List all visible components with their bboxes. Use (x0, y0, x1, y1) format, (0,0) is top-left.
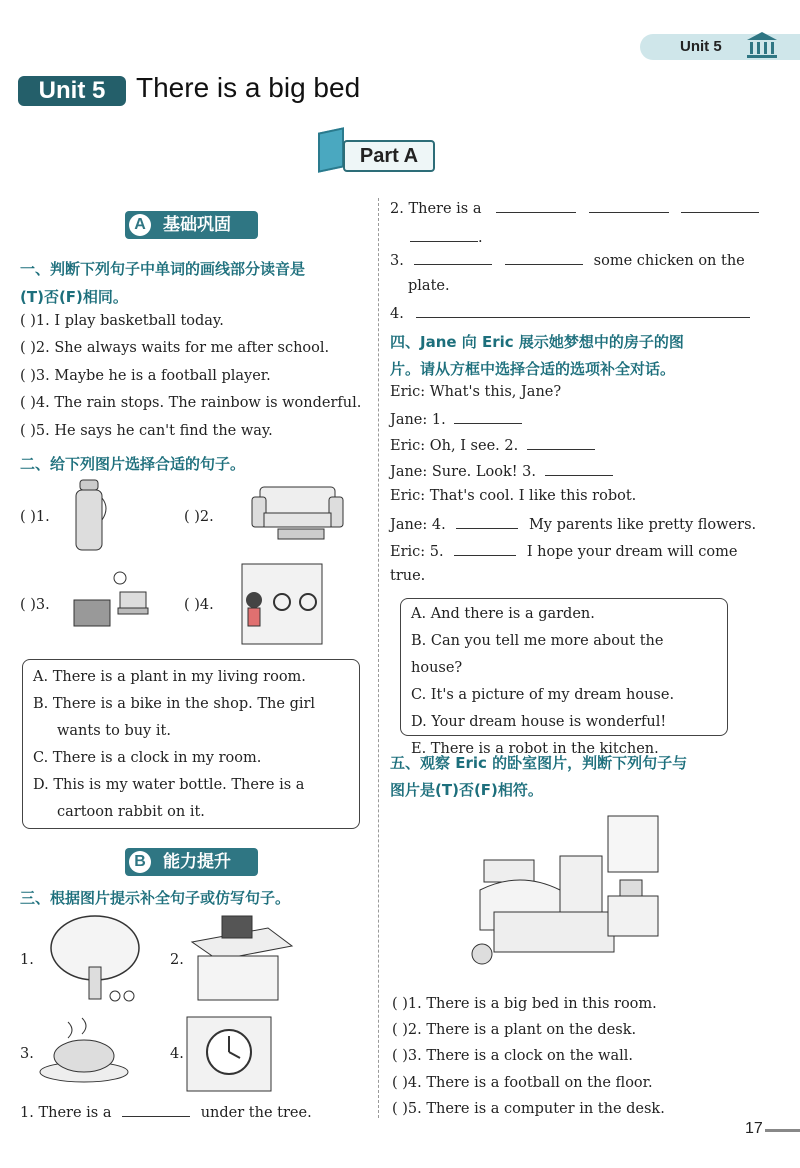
dialogue-jane-1-text: Jane: 1. (390, 412, 446, 428)
q1-item-5: ( )5. He says he can't find the way. (20, 423, 273, 439)
dialogue-eric-1: Eric: What's this, Jane? (390, 384, 562, 400)
dialogue-eric-4-end: I hope your dream will come (526, 544, 738, 560)
q1-heading-line1: 一、判断下列句子中单词的画线部分读音是 (20, 260, 306, 278)
q2-label-2: ( )2. (184, 509, 214, 525)
q3-num-4: 4. (170, 1046, 184, 1062)
chicken-plate-picture (38, 1014, 130, 1084)
q1-item-4: ( )4. The rain stops. The rainbow is wonderful. (20, 395, 362, 411)
q2-label-4: ( )4. (184, 597, 214, 613)
q3-sentence-1-end: under the tree. (200, 1105, 312, 1121)
page-number: 17 (745, 1120, 763, 1137)
q3-sentence-2 (390, 199, 759, 217)
answer-blank[interactable] (496, 199, 576, 213)
answer-blank[interactable] (414, 251, 492, 265)
bedroom-clock-picture (70, 570, 160, 638)
unit-badge: Unit 5 (18, 76, 126, 106)
q2-option-c: C. There is a clock in my room. (33, 750, 262, 766)
dialogue-eric-4 (390, 542, 737, 560)
bedroom-picture (468, 812, 664, 970)
q3-sentence-3-end: some chicken on the (593, 253, 745, 269)
answer-blank[interactable] (505, 251, 583, 265)
dialogue-jane-2-text: Jane: Sure. Look! 3. (390, 464, 537, 480)
q2-option-b: B. There is a bike in the shop. The girl (33, 696, 316, 712)
answer-blank[interactable] (545, 462, 613, 476)
q3-sentence-3-num: 3. (390, 253, 404, 269)
q4-option-d: D. Your dream house is wonderful! (411, 714, 667, 730)
section-b-tag (125, 848, 258, 876)
q3-sentence-2-cont: . (410, 228, 483, 246)
section-a-letter: A (129, 214, 151, 236)
answer-blank[interactable] (410, 228, 478, 242)
q2-option-b-cont: wants to buy it. (57, 723, 171, 739)
answer-blank[interactable] (454, 410, 522, 424)
part-label: Part A (343, 140, 435, 172)
answer-blank[interactable] (454, 542, 516, 556)
answer-blank[interactable] (681, 199, 759, 213)
q5-item-3: ( )3. There is a clock on the wall. (392, 1048, 633, 1064)
sofa-picture (250, 483, 345, 545)
column-divider (378, 198, 379, 1118)
q3-sentence-4-num: 4. (390, 306, 404, 322)
dialogue-eric-4-cont: true. (390, 568, 426, 584)
building-icon (745, 30, 779, 60)
answer-blank[interactable] (527, 436, 595, 450)
page-number-rule (765, 1129, 800, 1132)
q2-option-d-cont: cartoon rabbit on it. (57, 804, 205, 820)
q5-heading-line1: 五、观察 Eric 的卧室图片，判断下列句子与 (390, 754, 688, 772)
header-unit-label: Unit 5 (680, 38, 722, 55)
q2-options-box (22, 659, 360, 829)
dialogue-eric-3: Eric: That's cool. I like this robot. (390, 488, 637, 504)
dialogue-eric-2 (390, 436, 595, 454)
q4-option-c: C. It's a picture of my dream house. (411, 687, 675, 703)
q3-sentence-3 (390, 251, 745, 269)
section-b-letter: B (129, 851, 151, 873)
q3-num-3: 3. (20, 1046, 34, 1062)
q2-label-1: ( )1. (20, 509, 50, 525)
desk-laptop-picture (188, 912, 296, 1004)
section-b-label: 能力提升 (163, 852, 231, 872)
q1-heading-line2: (T)否(F)相同。 (20, 288, 128, 306)
book-icon (318, 127, 344, 173)
q3-heading: 三、根据图片提示补全句子或仿写句子。 (20, 889, 291, 907)
q2-option-d: D. This is my water bottle. There is a (33, 777, 305, 793)
q4-option-e: E. There is a robot in the kitchen. (411, 741, 659, 757)
q2-heading: 二、给下列图片选择合适的句子。 (20, 455, 246, 473)
q2-label-3: ( )3. (20, 597, 50, 613)
q2-option-a: A. There is a plant in my living room. (33, 669, 306, 685)
answer-blank[interactable] (456, 515, 518, 529)
q1-item-1: ( )1. I play basketball today. (20, 313, 224, 329)
q4-option-a: A. And there is a garden. (411, 606, 595, 622)
section-a-label: 基础巩固 (163, 215, 231, 235)
q4-options-box (400, 598, 728, 757)
section-a-tag (125, 211, 258, 239)
dialogue-jane-3 (390, 515, 756, 533)
water-bottle-picture (72, 478, 112, 553)
q3-sentence-1 (20, 1103, 312, 1121)
q5-item-1: ( )1. There is a big bed in this room. (392, 996, 657, 1012)
dialogue-jane-3-text: Jane: 4. (390, 517, 446, 533)
q5-item-5: ( )5. There is a computer in the desk. (392, 1101, 665, 1117)
dialogue-eric-4-text: Eric: 5. (390, 544, 444, 560)
answer-blank[interactable] (122, 1103, 190, 1117)
dialogue-jane-1 (390, 410, 522, 428)
dialogue-jane-2 (390, 462, 613, 480)
tree-bike-picture (45, 912, 145, 1004)
q5-heading-line2: 图片是(T)否(F)相符。 (390, 781, 543, 799)
q5-item-2: ( )2. There is a plant on the desk. (392, 1022, 637, 1038)
answer-blank[interactable] (589, 199, 669, 213)
q1-item-3: ( )3. Maybe he is a football player. (20, 368, 271, 384)
bike-shop-picture (240, 562, 324, 647)
q3-num-2: 2. (170, 952, 184, 968)
q3-sentence-1-start: 1. There is a (20, 1105, 112, 1121)
q3-num-1: 1. (20, 952, 34, 968)
q5-item-4: ( )4. There is a football on the floor. (392, 1075, 653, 1091)
q4-heading-line1: 四、Jane 向 Eric 展示她梦想中的房子的图 (390, 333, 684, 351)
wall-clock-picture (186, 1016, 272, 1092)
q1-item-2: ( )2. She always waits for me after school. (20, 340, 330, 356)
q3-sentence-4 (390, 304, 750, 322)
dialogue-eric-2-text: Eric: Oh, I see. 2. (390, 438, 519, 454)
page-title: There is a big bed (136, 72, 361, 103)
q4-heading-line2: 片。请从方框中选择合适的选项补全对话。 (390, 360, 676, 378)
q4-option-b: B. Can you tell me more about the house? (411, 633, 664, 676)
q3-sentence-2-start: 2. There is a (390, 201, 482, 217)
q3-sentence-3-cont: plate. (408, 278, 450, 294)
dialogue-jane-3-end: My parents like pretty flowers. (528, 517, 757, 533)
answer-blank[interactable] (416, 304, 750, 318)
